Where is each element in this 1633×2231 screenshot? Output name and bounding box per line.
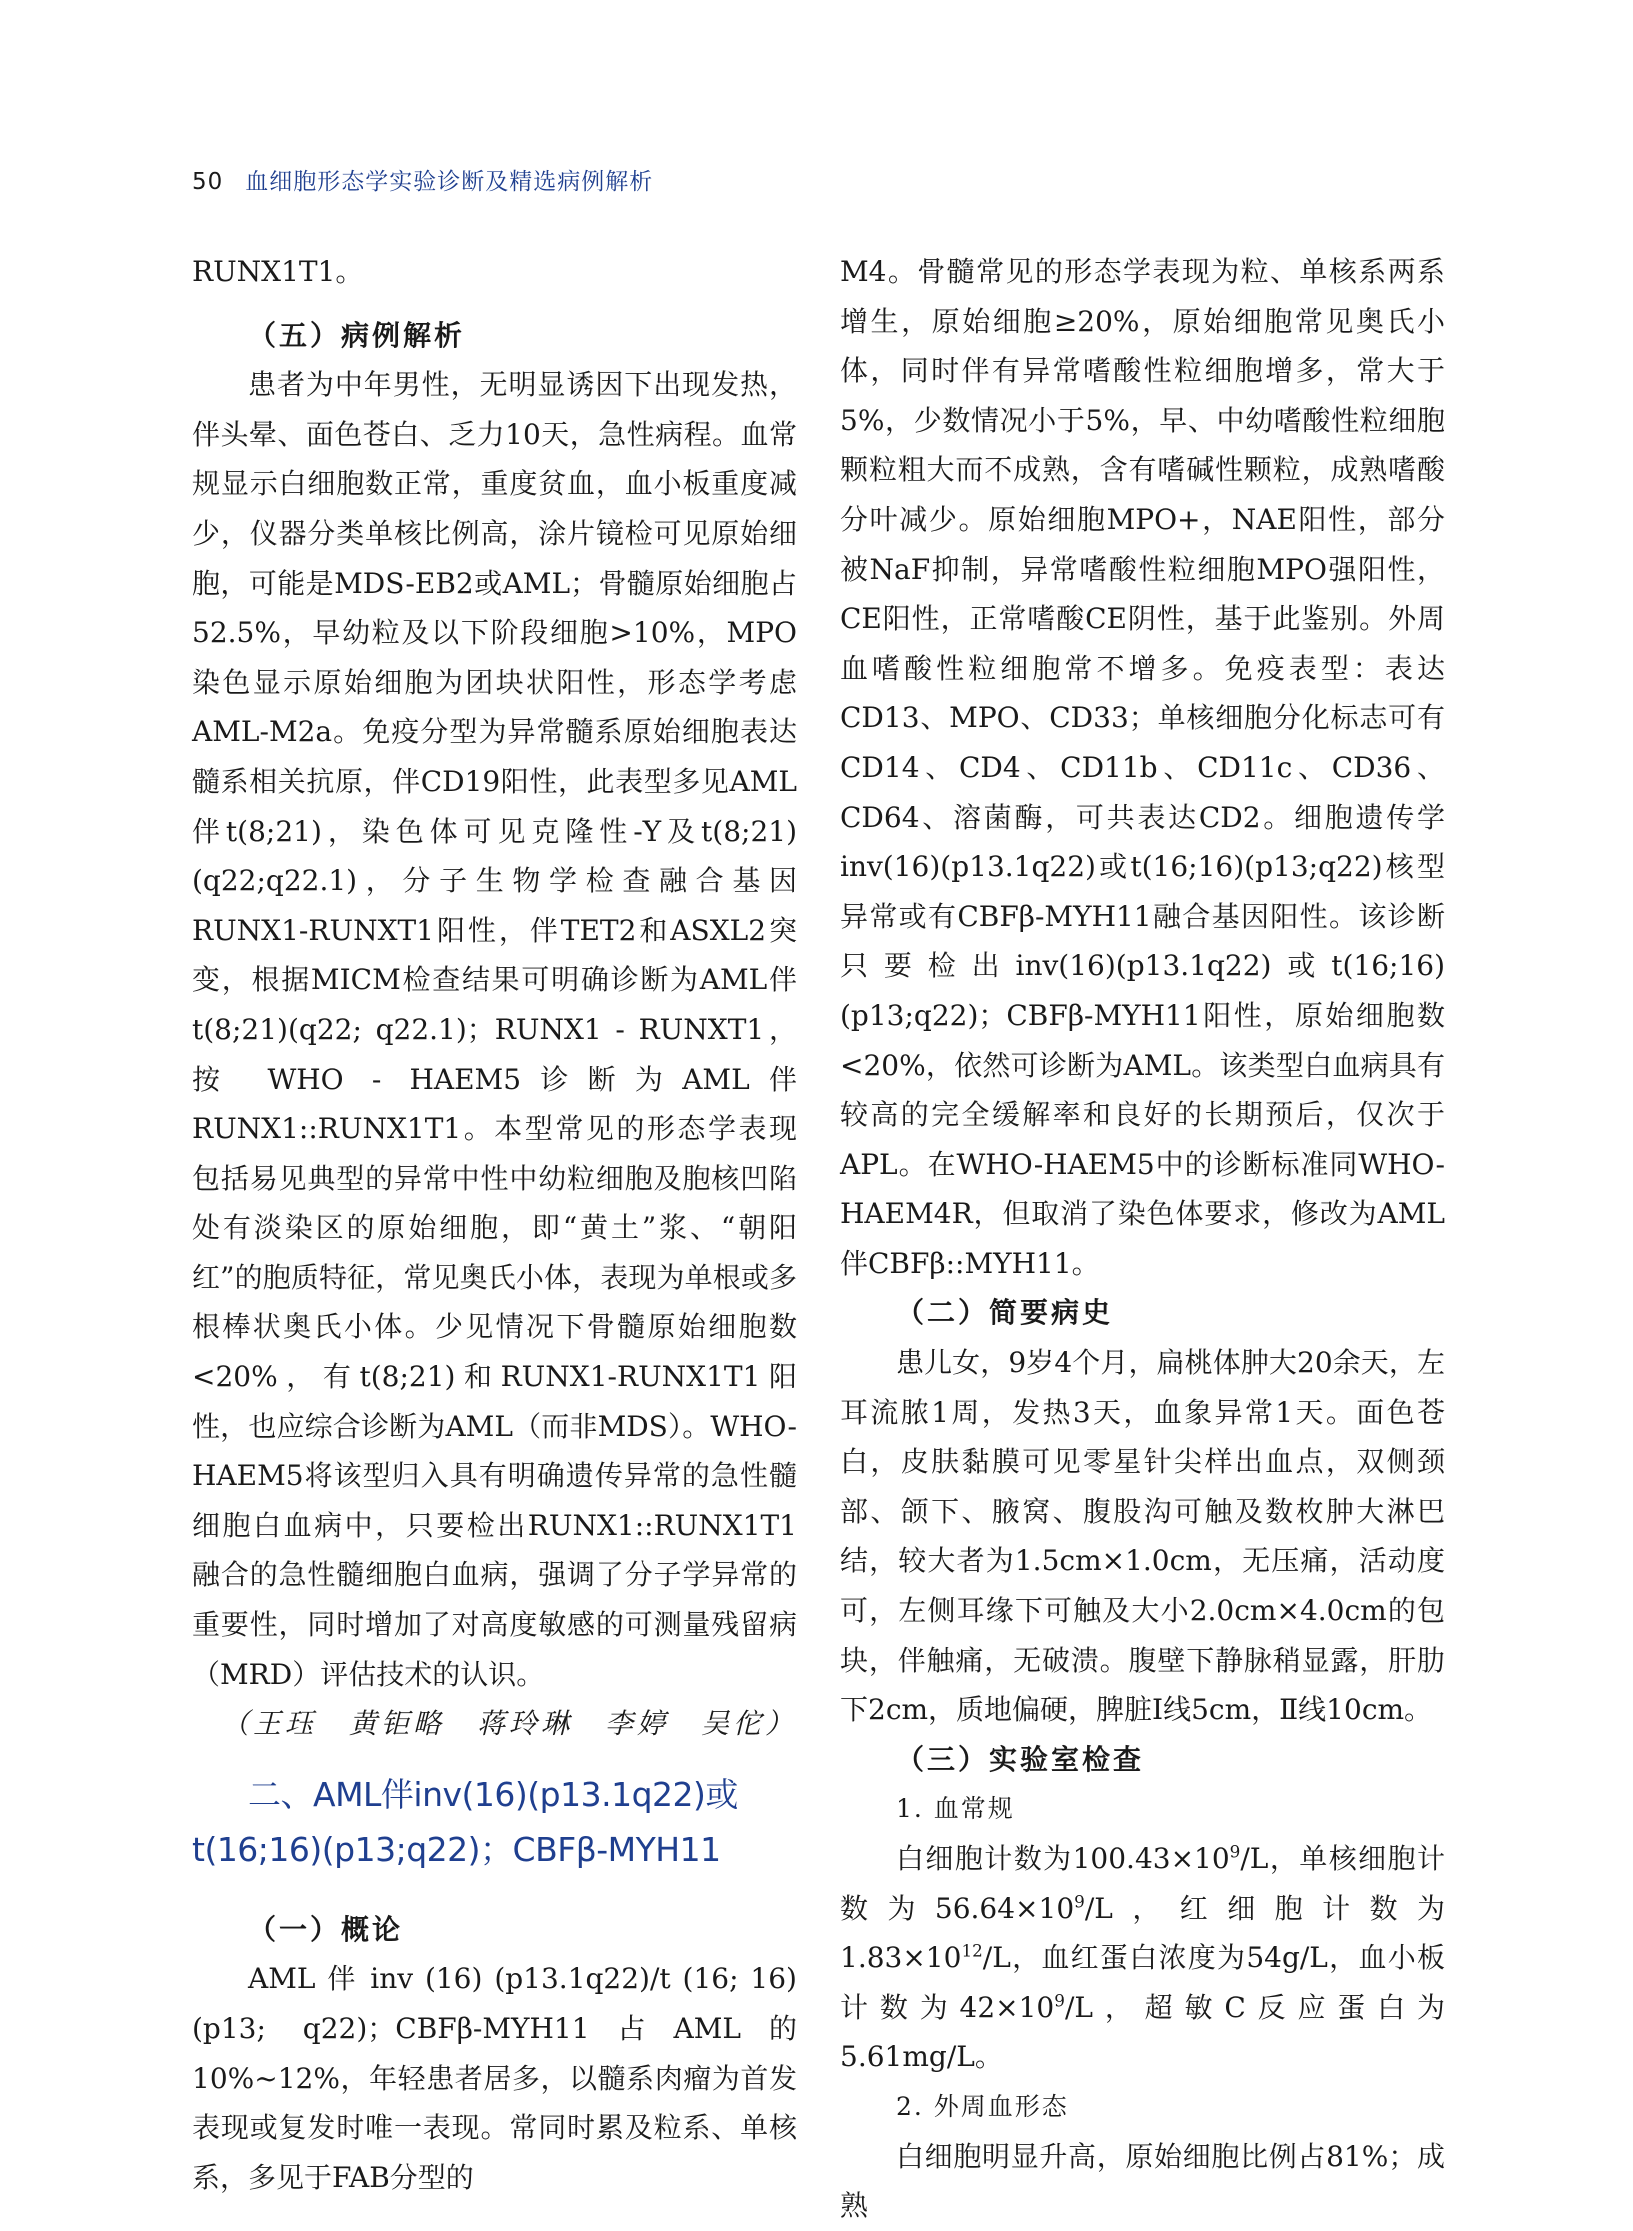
heading-brief-history: （二）简要病史: [896, 1296, 1114, 1330]
paragraph-overview: AML 伴 inv (16) (p13.1q22)/t (16; 16) (p13; q22)；CBFβ-MYH11占AML的10%~12%，年轻患者居多，以髓系肉瘤为首发表现或复发时唯一表现。常同时累及粒系、单核系，多见于FAB分型的: [192, 1962, 797, 2194]
heading-overview: （一）概论: [248, 1912, 404, 1946]
paragraph-case-analysis: 患者为中年男性，无明显诱因下出现发热，伴头晕、面色苍白、乏力10天，急性病程。血常规显示白细胞数正常，重度贫血，血小板重度减少，仪器分类单核比例高，涂片镜检可见原始细胞，可能是MDS-EB2或AML；骨髓原始细胞占52.5%，早幼粒及以下阶段细胞>10%，MPO染色显示原始细胞为团块状阳性，形态学考虑AML-M2a。免疫分型为异常髓系原始细胞表达髓系相关抗原，伴CD19阳性，此表型多见AML伴t(8;21)，染色体可见克隆性-Y及t(8;21)(q22;q22.1)，分子生物学检查融合基因RUNX1-RUNXT1阳性，伴TET2和ASXL2突变，根据MICM检查结果可明确诊断为AML伴t(8;21)(q22; q22.1)；RUNX1 - RUNXT1，按 WHO - HAEM5诊断为AML伴RUNX1::RUNX1T1。本型常见的形态学表现包括易见典型的异常中性中幼粒细胞及胞核凹陷处有淡染区的原始细胞，即“黄土”浆、“朝阳红”的胞质特征，常见奥氏小体，表现为单根或多根棒状奥氏小体。少见情况下骨髓原始细胞数<20%，有t(8;21)和RUNX1-RUNX1T1阳性，也应综合诊断为AML（而非MDS）。WHO-HAEM5将该型归入具有明确遗传异常的急性髓细胞白血病中，只要检出RUNX1::RUNX1T1融合的急性髓细胞白血病，强调了分子学异常的重要性，同时增加了对高度敏感的可测量残留病（MRD）评估技术的认识。: [192, 368, 797, 1691]
section-title: 二、AML伴inv(16)(p13.1q22)或t(16;16)(p13;q22)；CBFβ-MYH11: [192, 1774, 738, 1869]
paragraph-blood-routine: 白细胞计数为$100.43\times 10^9/L$，单核细胞计数为$56.64\times 10^9/L$，红细胞计数为$1.83\times 10^{12}/L$，血红蛋白浓度为54g/L，血小板计数为$42\times 10^9/L$，超敏C反应蛋白为5.61mg/L。: [840, 1841, 1446, 2074]
paragraph-peripheral-smear: 白细胞明显升高，原始细胞比例占81%；成熟: [840, 2139, 1445, 2223]
author-list: （王珏 黄钜略 蒋玲琳 李婷 吴佗）: [220, 1707, 797, 1741]
running-header: [192, 163, 653, 196]
page-number: 50: [192, 169, 224, 195]
heading-case-analysis: （五）病例解析: [248, 318, 466, 352]
heading-peripheral-smear: 2. 外周血形态: [896, 2091, 1069, 2121]
paragraph-history: 患儿女，9岁4个月，扁桃体肿大20余天，左耳流脓1周，发热3天，血象异常1天。面色苍白，皮肤黏膜可见零星针尖样出血点，双侧颈部、颌下、腋窝、腹股沟可触及数枚肿大淋巴结，较大者为1.5cm×1.0cm，无压痛，活动度可，左侧耳缘下可触及大小2.0cm×4.0cm的包块，伴触痛，无破溃。腹壁下静脉稍显露，肝肋下2cm，质地偏硬，脾脏Ⅰ线5cm，Ⅱ线10cm。: [840, 1346, 1445, 1727]
left-column: [192, 247, 797, 2202]
book-title: 血细胞形态学实验诊断及精选病例解析: [245, 169, 654, 195]
continued-text: RUNX1T1。: [192, 255, 364, 288]
heading-lab-tests: （三）实验室检查: [896, 1742, 1145, 1776]
right-column: [840, 247, 1445, 2231]
heading-blood-routine: 1. 血常规: [896, 1794, 1015, 1824]
paragraph-overview-continued: M4。骨髓常见的形态学表现为粒、单核系两系增生，原始细胞≥20%，原始细胞常见奥氏小体，同时伴有异常嗜酸性粒细胞增多，常大于5%，少数情况小于5%，早、中幼嗜酸性粒细胞颗粒粗大而不成熟，含有嗜碱性颗粒，成熟嗜酸分叶减少。原始细胞MPO+，NAE阳性，部分被NaF抑制，异常嗜酸性粒细胞MPO强阳性，CE阳性，正常嗜酸CE阴性，基于此鉴别。外周血嗜酸性粒细胞常不增多。免疫表型：表达CD13、MPO、CD33；单核细胞分化标志可有CD14、CD4、CD11b、CD11c、CD36、CD64、溶菌酶，可共表达CD2。细胞遗传学inv(16)(p13.1q22)或t(16;16)(p13;q22)核型异常或有CBFβ-MYH11融合基因阳性。该诊断只要检出inv(16)(p13.1q22)或t(16;16)(p13;q22)；CBFβ-MYH11阳性，原始细胞数<20%，依然可诊断为AML。该类型白血病具有较高的完全缓解率和良好的长期预后，仅次于APL。在WHO-HAEM5中的诊断标准同WHO-HAEM4R，但取消了染色体要求，修改为AML伴CBFβ::MYH11。: [840, 255, 1445, 1280]
